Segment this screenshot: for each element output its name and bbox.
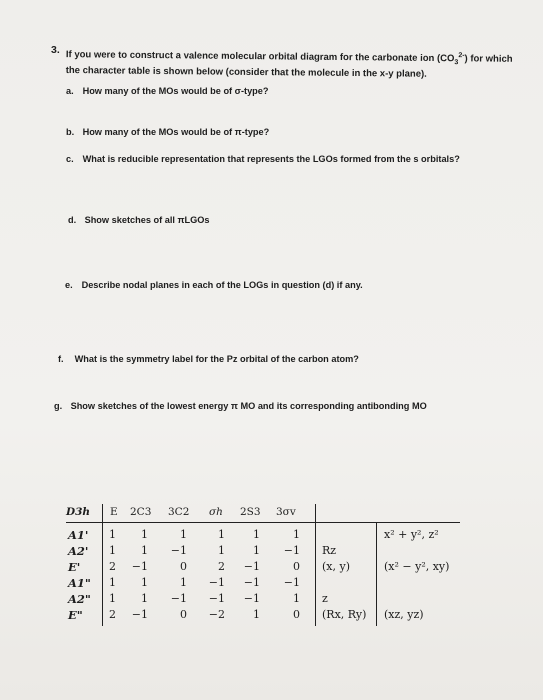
character-value: −1	[283, 544, 300, 557]
character-value: 2	[109, 608, 116, 621]
character-table	[66, 506, 466, 626]
character-value: 0	[180, 560, 187, 573]
part-e	[65, 280, 363, 290]
character-value: 1	[218, 544, 225, 557]
character-value: 0	[293, 608, 300, 621]
character-value: 1	[141, 576, 148, 589]
part-g	[54, 401, 427, 411]
quadratic-function: (xz, yz)	[384, 608, 424, 621]
question-number: 3.	[51, 44, 60, 56]
irrep-label: A1'	[68, 528, 89, 542]
part-label: b.	[66, 127, 75, 137]
part-f	[58, 354, 359, 364]
irrep-label: A2'	[68, 544, 89, 558]
quadratic-function: x² + y², z²	[384, 528, 439, 541]
character-value: −1	[283, 576, 300, 589]
character-value: 1	[253, 544, 260, 557]
irrep-label: E"	[68, 608, 83, 622]
character-value: 1	[293, 528, 300, 541]
class-header: E	[110, 506, 118, 518]
character-value: −1	[170, 592, 187, 605]
character-value: −1	[243, 576, 260, 589]
character-value: 1	[180, 576, 187, 589]
character-value: 1	[109, 528, 116, 541]
class-header: σh	[209, 506, 223, 518]
irrep-label: E'	[68, 560, 81, 574]
character-value: 0	[180, 608, 187, 621]
character-value: 0	[293, 560, 300, 573]
irrep-label: A2"	[68, 592, 91, 606]
character-value: 1	[109, 544, 116, 557]
intro-text-end: ) for which	[464, 53, 513, 65]
part-text: Describe nodal planes in each of the LOGs in question (d) if any.	[81, 280, 363, 290]
part-text: What is reducible representation that represents the LGOs formed from the s orbitals?	[82, 154, 460, 164]
part-text: How many of the MOs would be of σ-type?	[82, 86, 269, 96]
character-value: −1	[208, 592, 225, 605]
part-c	[66, 154, 460, 164]
character-value: 1	[218, 528, 225, 541]
character-value: −1	[243, 592, 260, 605]
table-divider	[66, 522, 460, 523]
character-value: 2	[218, 560, 225, 573]
character-value: 1	[109, 592, 116, 605]
part-label: d.	[68, 215, 77, 225]
character-value: 1	[180, 528, 187, 541]
part-label: g.	[54, 401, 63, 411]
character-value: 1	[141, 592, 148, 605]
character-value: −1	[243, 560, 260, 573]
character-value: −2	[208, 608, 225, 621]
character-value: −1	[131, 608, 148, 621]
intro-subscript: 3	[454, 59, 459, 67]
class-header: 3C2	[168, 506, 190, 518]
part-label: c.	[66, 154, 74, 164]
part-b	[66, 127, 269, 137]
character-value: 1	[141, 544, 148, 557]
class-header: 2C3	[130, 506, 152, 518]
part-label: a.	[66, 86, 74, 96]
class-header: 2S3	[240, 506, 261, 518]
part-text: What is the symmetry label for the Pz orbital of the carbon atom?	[74, 354, 359, 364]
part-text: Show sketches of the lowest energy π MO and its corresponding antibonding MO	[70, 401, 427, 411]
character-value: 1	[293, 592, 300, 605]
character-value: 2	[109, 560, 116, 573]
character-value: 1	[253, 528, 260, 541]
table-divider	[376, 522, 377, 626]
linear-function: (Rx, Ry)	[322, 608, 367, 621]
character-value: −1	[170, 544, 187, 557]
intro-superscript: 2-	[458, 52, 465, 60]
part-d	[68, 215, 210, 225]
part-text: How many of the MOs would be of π-type?	[82, 127, 270, 137]
question-intro	[66, 46, 516, 82]
character-value: 1	[109, 576, 116, 589]
part-text: Show sketches of all πLGOs	[84, 215, 210, 225]
linear-function: (x, y)	[322, 560, 350, 573]
character-value: 1	[253, 608, 260, 621]
intro-line2: the character table is shown below (consider that the molecule in the x-y plane).	[65, 65, 427, 80]
linear-function: z	[322, 592, 328, 605]
linear-function: Rz	[322, 544, 337, 557]
quadratic-function: (x² − y², xy)	[384, 560, 450, 573]
part-label: e.	[65, 280, 73, 290]
character-value: −1	[131, 560, 148, 573]
intro-text: If you were to construct a valence molecular orbital diagram for the carbonate ion (CO	[65, 49, 455, 65]
irrep-label: A1"	[68, 576, 91, 590]
part-label: f.	[58, 354, 64, 364]
point-group-label: D3h	[66, 506, 91, 518]
character-value: 1	[141, 528, 148, 541]
character-value: −1	[208, 576, 225, 589]
class-header: 3σv	[276, 506, 296, 518]
part-a	[66, 86, 269, 96]
